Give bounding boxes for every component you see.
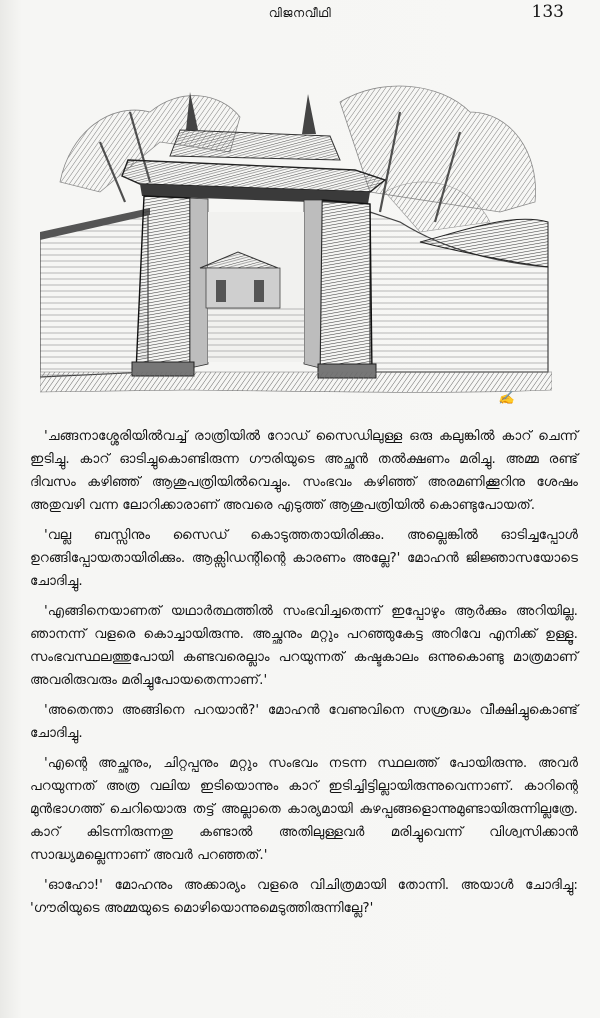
distant-house xyxy=(200,212,304,362)
paragraph: 'എങ്ങിനെയാണത് യഥാർത്ഥത്തിൽ സംഭവിച്ചതെന്ന് ഇപ്പോഴും ആർക്കും അറിയില്ല. ഞാനന്ന് വളരെ കൊച്ചായിരുന്നു. അച്ഛനും മറ്റും പറഞ്ഞുകേട്ട അറിവേ എനിക്ക് ഉള്ളൂ. സംഭവസ്ഥലത്തുപോയി കണ്ടവരെല്ലാം പറയുന്നത് കഷ്ടകാലം ഒന്നുകൊണ്ടു മാത്രമാണ് അവരിരുവരും മരിച്ചുപോയതെന്നാണ്.' xyxy=(30,603,578,688)
gateway-sketch xyxy=(40,72,552,412)
running-title: വിജനവീഥി xyxy=(268,6,332,20)
running-head xyxy=(0,2,600,24)
paragraph: 'അതെന്താ അങ്ങിനെ പറയാൻ?' മോഹൻ വേണുവിനെ സശ്രദ്ധം വീക്ഷിച്ചുകൊണ്ട് ചോദിച്ചു. xyxy=(30,702,578,741)
body-text xyxy=(30,425,578,927)
right-wall xyxy=(370,212,548,372)
left-wall xyxy=(40,208,150,377)
artist-signature: ✍ xyxy=(498,391,515,406)
page-number: 133 xyxy=(531,2,564,22)
gateway-illustration xyxy=(40,72,552,412)
paragraph: 'വല്ല ബസ്സിനും സൈഡ് കൊടുത്തതായിരിക്കും. അല്ലെങ്കിൽ ഓടിച്ചപ്പോൾ ഉറങ്ങിപ്പോയതായിരിക്കും. ആക്സിഡന്റിന്റെ കാരണം അല്ലേ?' മോഹൻ ജിജ്ഞാസയോടെ ചോദിച്ചു. xyxy=(30,527,578,589)
paragraph: 'ഓഹോ!' മോഹനും അക്കാര്യം വളരെ വിചിത്രമായി തോന്നി. അയാൾ ചോദിച്ചു: 'ഗൗരിയുടെ അമ്മയുടെ മൊഴിയൊന്നുമെടുത്തിരുന്നില്ലേ?' xyxy=(30,877,578,916)
ground xyxy=(40,372,552,392)
paragraph: 'എന്റെ അച്ഛനും, ചിറ്റപ്പനും മറ്റും സംഭവം നടന്ന സ്ഥലത്ത് പോയിരുന്നു. അവർ പറയുന്നത് അത്ര വലിയ ഇടിയൊന്നും കാറ് ഇടിച്ചിട്ടില്ലായിരുന്നുവെന്നാണ്. കാറിന്റെ മുൻഭാഗത്ത് ചെറിയൊരു തട്ട് അല്ലാതെ കാര്യമായി കുഴപ്പങ്ങളൊന്നുമുണ്ടായിരുന്നില്ലത്രേ. കാറ് കിടന്നിരുന്നതു കണ്ടാൽ അതിലുള്ളവർ മരിച്ചുവെന്ന് വിശ്വസിക്കാൻ സാദ്ധ്യമല്ലെന്നാണ് അവർ പറഞ്ഞത്.' xyxy=(30,755,578,863)
paragraph: 'ചങ്ങനാശ്ശേരിയിൽവച്ച് രാത്രിയിൽ റോഡ് സൈഡിലുള്ള ഒരു കലുങ്കിൽ കാറ് ചെന്ന് ഇടിച്ചു. കാറ് ഓടിച്ചുകൊണ്ടിരുന്ന ഗൗരിയുടെ അച്ഛൻ തൽക്ഷണം മരിച്ചു. അമ്മ രണ്ട് ദിവസം കഴിഞ്ഞ് ആശുപത്രിയിൽവെച്ചും. സംഭവം കഴിഞ്ഞ് അരമണിക്കൂറിനു ശേഷം അതുവഴി വന്ന ലോറിക്കാരാണ് അവരെ എടുത്ത് ആശുപത്രിയിൽ കൊണ്ടുപോയത്. xyxy=(30,428,578,513)
